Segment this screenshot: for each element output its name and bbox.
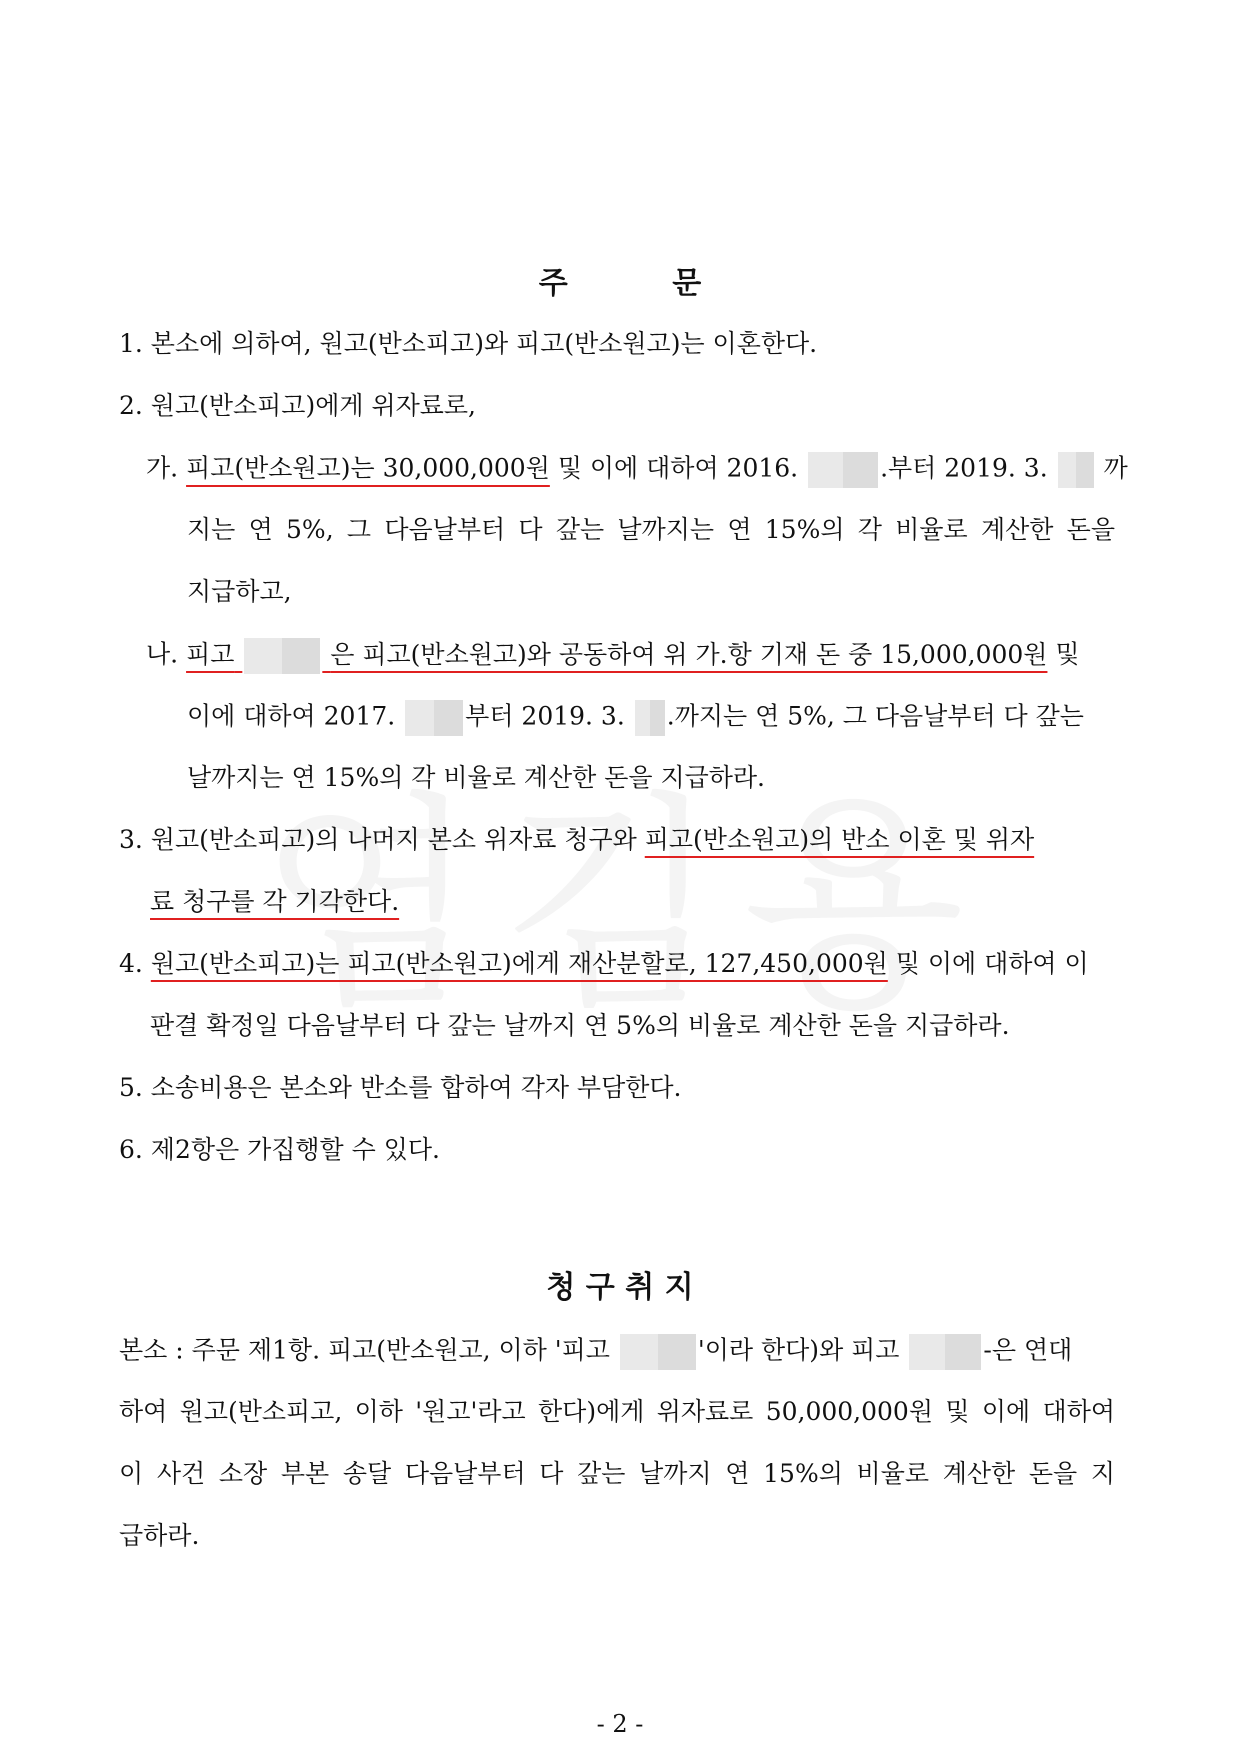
- order-item-4: 4. 원고(반소피고)는 피고(반소원고)에게 재산분할로, 127,450,000원 및 이에 대하여 이: [119, 949, 1089, 978]
- redaction-box: [620, 1334, 696, 1370]
- order-item-5: 5. 소송비용은 본소와 반소를 합하여 각자 부담한다.: [119, 1073, 682, 1102]
- order-item-2-ga: [146, 452, 1128, 484]
- redaction-box: [909, 1334, 981, 1370]
- order-item-1: 1. 본소에 의하여, 원고(반소피고)와 피고(반소원고)는 이혼한다.: [119, 329, 818, 358]
- order-item-2-na: [146, 638, 1080, 670]
- section-heading-claim: 청 구 취 지: [546, 1270, 694, 1305]
- ga-underlined-text: 피고(반소원고)는 30,000,000원: [186, 453, 550, 483]
- ga-text-tail: 까: [1103, 453, 1128, 483]
- order-item-2-ga-line3: 지급하고,: [187, 577, 292, 606]
- order-item-2-ga-line2: 지는 연 5%, 그 다음날부터 다 갚는 날까지는 연 15%의 각 비율로 계산한 돈을: [187, 515, 1115, 544]
- claim-line-1: 본소 : 주문 제1항. 피고(반소원고, 이하 '피고 '이라 한다)와 피고 -은 연대: [119, 1334, 1072, 1366]
- claim-line-3: 이 사건 소장 부본 송달 다음날부터 다 갚는 날까지 연 15%의 비율로 계산한 돈을 지: [119, 1459, 1115, 1488]
- item4-underlined-text: 원고(반소피고)는 피고(반소원고)에게 재산분할로, 127,450,000원: [150, 949, 888, 978]
- order-item-3-line2: 료 청구를 각 기각한다.: [150, 887, 400, 916]
- order-item-3: 3. 원고(반소피고)의 나머지 본소 위자료 청구와 피고(반소원고)의 반소 이혼 및 위자: [119, 825, 1035, 854]
- order-item-4-line2: 판결 확정일 다음날부터 다 갚는 날까지 연 5%의 비율로 계산한 돈을 지급하라.: [150, 1011, 1010, 1040]
- redaction-box: [1058, 452, 1094, 488]
- order-item-6: 6. 제2항은 가집행할 수 있다.: [119, 1135, 440, 1164]
- na-marker: 나.: [146, 639, 179, 669]
- redaction-box: [244, 638, 320, 674]
- ga-text-mid: .부터 2019. 3.: [880, 453, 1048, 483]
- item3-underlined-text: 피고(반소원고)의 반소 이혼 및 위자: [644, 825, 1035, 854]
- na-underlined-text: 피고 은 피고(반소원고)와 공동하여 위 가.항 기재 돈 중 15,000,000원: [186, 640, 1047, 669]
- page-number: - 2 -: [596, 1710, 644, 1738]
- order-item-2-na-line3: 날까지는 연 15%의 각 비율로 계산한 돈을 지급하라.: [187, 763, 765, 792]
- section-heading-order: 주 문: [538, 266, 702, 301]
- na-text-tail: 및: [1055, 639, 1080, 669]
- ga-text: 및 이에 대하여 2016.: [557, 453, 799, 483]
- claim-line-2: 하여 원고(반소피고, 이하 '원고'라고 한다)에게 위자료로 50,000,000원 및 이에 대하여: [119, 1397, 1115, 1426]
- order-item-2: 2. 원고(반소피고)에게 위자료로,: [119, 391, 477, 420]
- redaction-box: [808, 452, 878, 488]
- order-item-2-na-line2: 이에 대하여 2017. 부터 2019. 3. .까지는 연 5%, 그 다음날부터 다 갚는: [187, 700, 1084, 732]
- redaction-box: [405, 700, 463, 736]
- ga-marker: 가.: [146, 453, 179, 483]
- redaction-box: [635, 700, 665, 736]
- claim-line-4: 급하라.: [119, 1521, 200, 1550]
